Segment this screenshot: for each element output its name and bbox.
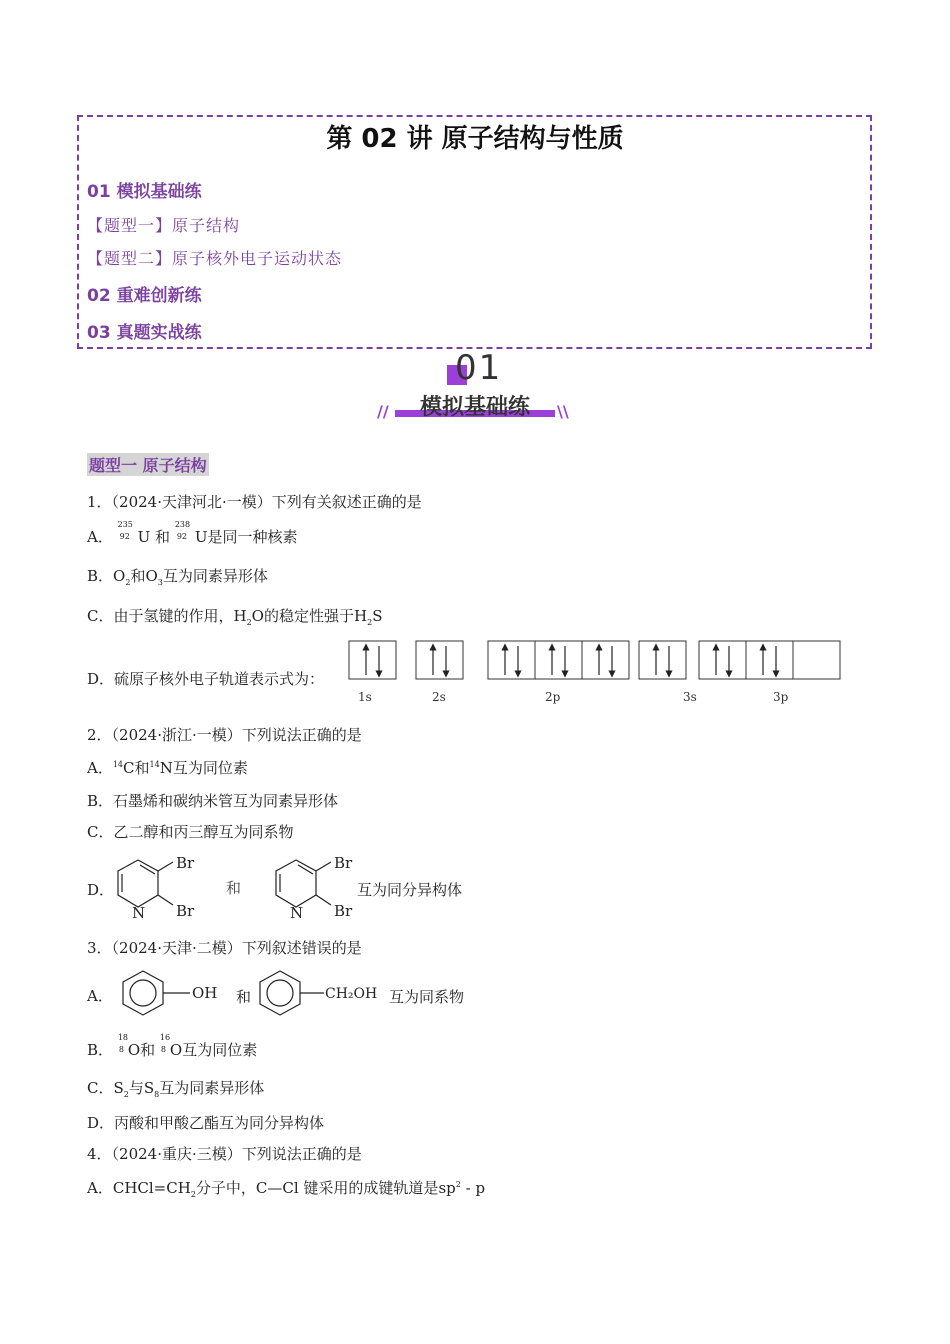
orbital-diagram bbox=[345, 638, 845, 710]
q3-option-a-prefix[interactable]: A． bbox=[87, 987, 113, 1005]
toc-section-1[interactable]: 01 模拟基础练 bbox=[87, 182, 202, 202]
q1-option-a[interactable]: A． 235 92 U 和 238 92 U是同一种核素 bbox=[87, 520, 298, 546]
q1-stem: 1．（2024·天津河北·一模）下列有关叙述正确的是 bbox=[87, 493, 422, 511]
toc-type-1[interactable]: 【题型一】原子结构 bbox=[87, 216, 241, 235]
n-label: N bbox=[132, 904, 146, 922]
banner-label: 模拟基础练 bbox=[419, 395, 530, 420]
orbital-label-1s: 1s bbox=[358, 690, 372, 704]
page-title: 第 02 讲 原子结构与性质 bbox=[326, 124, 624, 154]
q2-option-a[interactable]: A．$^{14}$C和$^{14}$N互为同位素 bbox=[87, 759, 248, 777]
structure-phenol bbox=[115, 965, 235, 1020]
q2-d-suffix: 互为同分异构体 bbox=[357, 881, 463, 899]
oh-label: OH bbox=[192, 984, 218, 1002]
option-prefix: A． bbox=[87, 528, 113, 546]
q4-option-a[interactable]: A．$CHCl=CH_2$分子中，C—Cl 键采用的成键轨道是$sp^2$ - p bbox=[87, 1179, 486, 1199]
orbital-label-3s: 3s bbox=[683, 690, 697, 704]
orbital-label-2p: 2p bbox=[545, 690, 561, 704]
nuclide-238u: 238 92 bbox=[174, 520, 191, 541]
toc-section-3[interactable]: 03 真题实战练 bbox=[87, 323, 202, 343]
br-label-bottom: Br bbox=[176, 902, 195, 920]
ch2oh-label: CH₂OH bbox=[325, 986, 378, 1002]
q3-option-c[interactable]: C．$S_2$与$S_8$互为同素异形体 bbox=[87, 1079, 265, 1099]
n-label: N bbox=[290, 904, 304, 922]
q3-option-d[interactable]: D．丙酸和甲酸乙酯互为同分异构体 bbox=[87, 1114, 325, 1132]
nuclide-235u: 235 92 bbox=[117, 520, 133, 541]
q2-option-d-prefix[interactable]: D． bbox=[87, 881, 115, 899]
toc-type-2[interactable]: 【题型二】原子核外电子运动状态 bbox=[87, 249, 343, 268]
structure-3-5-dibromopyridine bbox=[110, 850, 210, 925]
type-heading: 题型一 原子结构 bbox=[87, 453, 209, 476]
q1-option-d[interactable]: D．硫原子核外电子轨道表示式为： bbox=[87, 670, 325, 688]
q1-option-b[interactable]: B．$O_2$和$O_3$互为同素异形体 bbox=[87, 567, 268, 587]
q3-option-b[interactable]: B． 18 8 O和 16 8 O互为同位素 bbox=[87, 1033, 258, 1059]
q3-a-and: 和 bbox=[236, 988, 252, 1006]
section-banner bbox=[375, 350, 575, 425]
banner-number: 01 bbox=[455, 348, 503, 388]
br-label-bottom: Br bbox=[334, 902, 353, 920]
q1-option-c[interactable]: C．由于氢键的作用，$H_2O$的稳定性强于$H_2S$ bbox=[87, 607, 383, 627]
toc-section-2[interactable]: 02 重难创新练 bbox=[87, 286, 202, 306]
q2-d-and: 和 bbox=[226, 879, 242, 897]
banner-slash-left-icon: // bbox=[377, 402, 389, 421]
q2-option-b[interactable]: B．石墨烯和碳纳米管互为同素异形体 bbox=[87, 792, 339, 810]
br-label-top: Br bbox=[334, 854, 353, 872]
q2-stem: 2．（2024·浙江·一模）下列说法正确的是 bbox=[87, 726, 362, 744]
q3-stem: 3．（2024·天津·二模）下列叙述错误的是 bbox=[87, 939, 362, 957]
q2-option-c[interactable]: C．乙二醇和丙三醇互为同系物 bbox=[87, 823, 294, 841]
structure-benzyl-alcohol bbox=[252, 965, 392, 1020]
banner-slash-right-icon: \\ bbox=[557, 402, 569, 421]
br-label-top: Br bbox=[176, 854, 195, 872]
structure-2-3-dibromopyridine bbox=[268, 850, 368, 925]
orbital-label-2s: 2s bbox=[432, 690, 446, 704]
q4-stem: 4．（2024·重庆·三模）下列说法正确的是 bbox=[87, 1145, 362, 1163]
orbital-label-3p: 3p bbox=[773, 690, 789, 704]
q3-a-suffix: 互为同系物 bbox=[389, 988, 465, 1006]
